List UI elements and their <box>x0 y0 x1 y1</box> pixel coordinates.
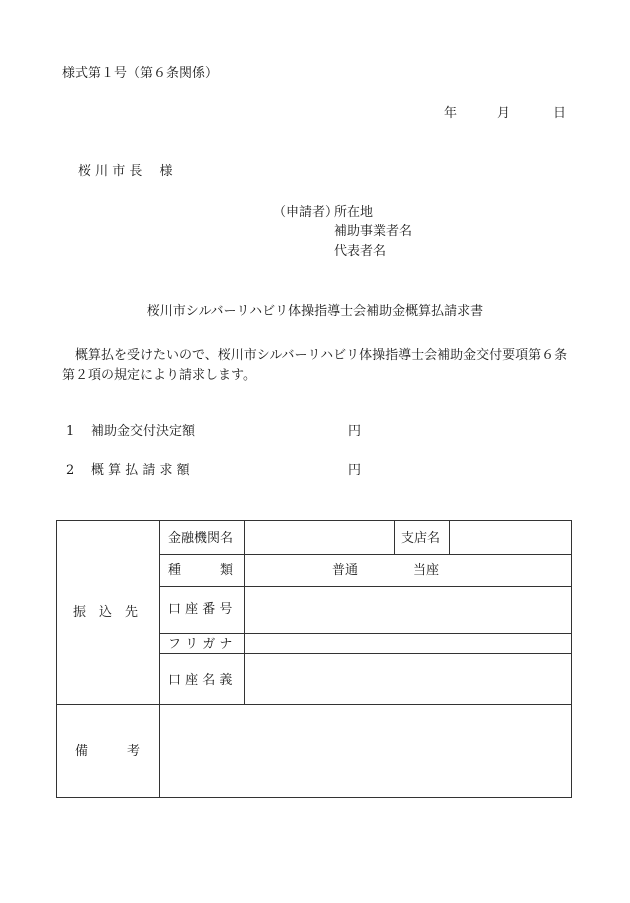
document-title: 桜川市シルバーリハビリ体操指導士会補助金概算払請求書 <box>146 304 484 319</box>
addressee: 桜 川 市 長 様 <box>78 164 173 179</box>
date-month-label: 月 <box>497 106 511 121</box>
account-name-label: 口 座 名 義 <box>168 673 233 688</box>
account-name-input[interactable] <box>246 655 569 703</box>
item-2-unit: 円 <box>348 463 362 478</box>
remarks-label: 備 考 <box>75 744 141 759</box>
bank-transfer-table <box>56 520 572 798</box>
branch-name-label: 支店名 <box>401 531 441 546</box>
table-divider <box>159 521 160 797</box>
remarks-input[interactable] <box>161 706 569 796</box>
item-2-number: 2 <box>66 463 75 478</box>
form-number: 様式第１号（第６条関係） <box>62 66 219 81</box>
applicant-business-name-label: 補助事業者名 <box>334 224 413 239</box>
bank-name-label: 金融機関名 <box>168 531 234 546</box>
table-divider <box>57 704 571 705</box>
table-divider <box>160 633 571 634</box>
account-type-option-ordinary[interactable]: 普通 <box>332 563 359 578</box>
date-year-label: 年 <box>444 106 458 121</box>
applicant-address-label: 所在地 <box>334 205 374 220</box>
applicant-representative-label: 代表者名 <box>334 244 387 259</box>
furigana-label: フ リ ガ ナ <box>168 637 233 652</box>
transfer-destination-label: 振 込 先 <box>73 605 139 620</box>
branch-name-input[interactable] <box>451 524 569 552</box>
body-text: 概算払を受けたいので、桜川市シルバーリハビリ体操指導士会補助金交付要項第６条第２項の規定により請求します。 <box>62 348 568 383</box>
applicant-label: （申請者） <box>273 205 339 220</box>
table-divider <box>449 521 450 554</box>
item-1-number: 1 <box>66 424 75 439</box>
account-type-label: 種 類 <box>168 563 234 578</box>
item-1-unit: 円 <box>348 424 362 439</box>
table-divider <box>160 653 571 654</box>
table-divider <box>160 554 571 555</box>
date-day-label: 日 <box>553 106 567 121</box>
item-2-label: 概 算 払 請 求 額 <box>91 463 190 478</box>
account-number-label: 口 座 番 号 <box>168 602 233 617</box>
item-1-label: 補助金交付決定額 <box>91 424 196 439</box>
table-divider <box>394 521 395 554</box>
bank-name-input[interactable] <box>246 524 393 552</box>
account-number-input[interactable] <box>246 588 569 632</box>
account-type-option-current[interactable]: 当座 <box>413 563 440 578</box>
table-divider <box>244 521 245 704</box>
table-divider <box>160 586 571 587</box>
